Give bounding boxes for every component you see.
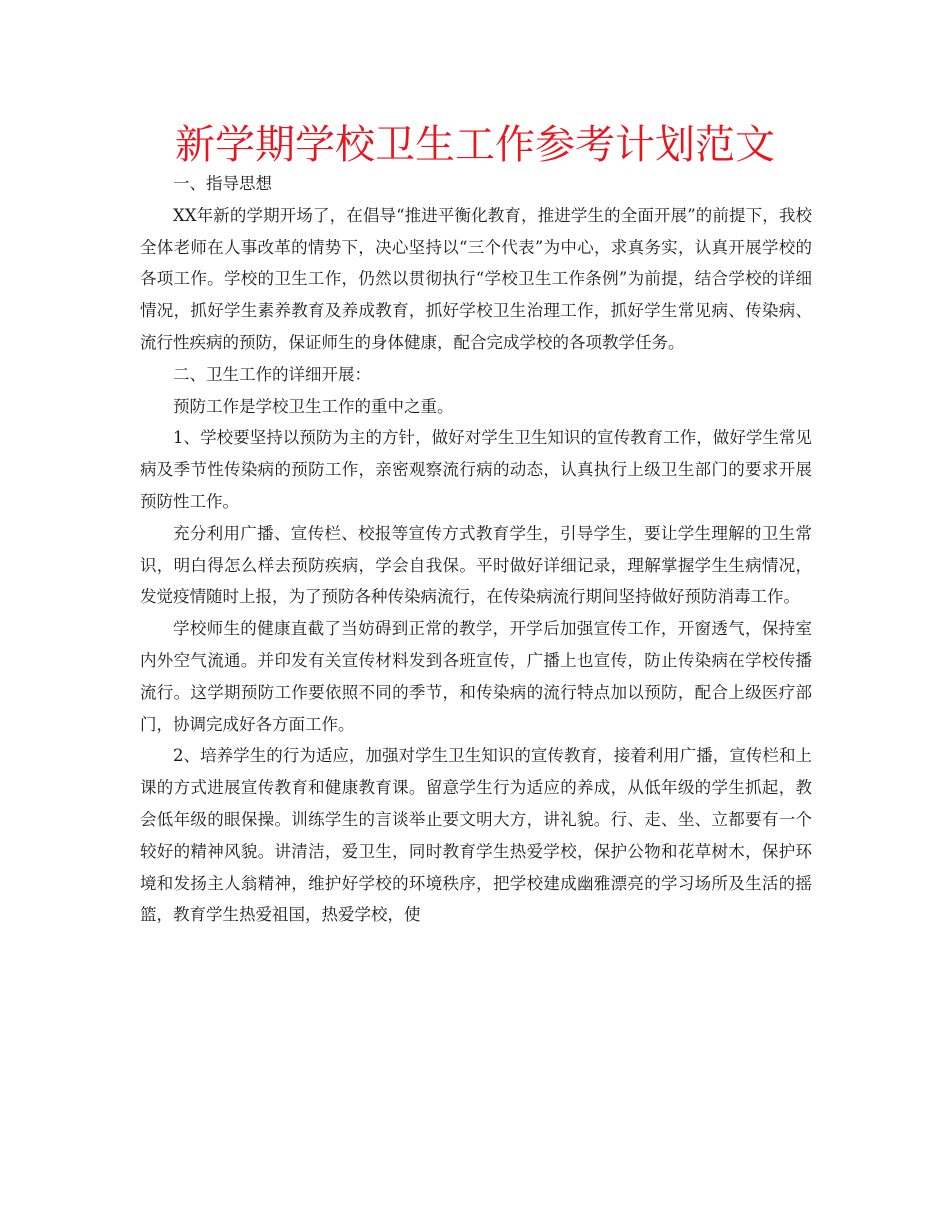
paragraph: 充分利用广播、宣传栏、校报等宣传方式教育学生，引导学生，要让学生理解的卫生常识，明白得怎么样去预防疾病，学会自我保。平时做好详细记录，理解掌握学生生病情况，发觉疫情随时上报，为了预防各种传染病流行，在传染病流行期间坚持做好预防消毒工作。 (140, 523, 812, 607)
section-heading-work-details: 二、卫生工作的详细开展： (173, 364, 371, 384)
paragraph: 预防工作是学校卫生工作的重中之重。 (173, 396, 454, 416)
paragraph: XX年新的学期开场了，在倡导“推进平衡化教育，推进学生的全面开展”的前提下，我校全体老师在人事改革的情势下，决心坚持以“三个代表”为中心，求真务实，认真开展学校的各项工作。学校的卫生工作，仍然以贯彻执行“学校卫生工作条例”为前提，结合学校的详细情况，抓好学生素养教育及养成教育，抓好学校卫生治理工作，抓好学生常见病、传染病、流行性疾病的预防，保证师生的身体健康，配合完成学校的各项教学任务。 (140, 205, 812, 352)
section-heading-guiding-ideology: 一、指导思想 (173, 174, 272, 193)
document-title: 新学期学校卫生工作参考计划范文 (175, 122, 775, 168)
paragraph: 学校师生的健康直截了当妨碍到正常的教学，开学后加强宣传工作，开窗透气，保持室内外空气流通。并印发有关宣传材料发到各班宣传，广播上也宣传，防止传染病在学校传播流行。这学期预防工作要依照不同的季节，和传染病的流行特点加以预防，配合上级医疗部门，协调完成好各方面工作。 (140, 619, 812, 734)
document-body (140, 168, 812, 931)
paragraph: 2、培养学生的行为适应，加强对学生卫生知识的宣传教育，接着利用广播，宣传栏和上课的方式进展宣传教育和健康教育课。留意学生行为适应的养成，从低年级的学生抓起，教会低年级的眼保操。训练学生的言谈举止要文明大方，讲礼貌。行、走、坐、立都要有一个较好的精神风貌。讲清洁，爱卫生，同时教育学生热爱学校，保护公物和花草树木，保护环境和发扬主人翁精神，维护好学校的环境秩序，把学校建成幽雅漂亮的学习场所及生活的摇篮，教育学生热爱祖国，热爱学校，使 (140, 746, 812, 925)
paragraph: 1、学校要坚持以预防为主的方针，做好对学生卫生知识的宣传教育工作，做好学生常见病及季节性传染病的预防工作，亲密观察流行病的动态，认真执行上级卫生部门的要求开展预防性工作。 (140, 428, 812, 511)
